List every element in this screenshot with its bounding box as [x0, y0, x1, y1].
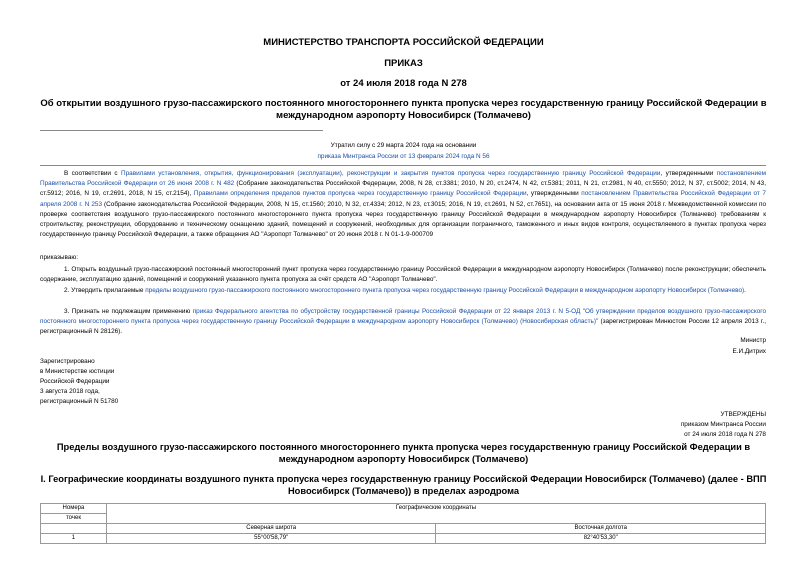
doc-type: ПРИКАЗ: [384, 58, 423, 69]
item-3-text: (зарегистрирован Минюстом России 12 апреля 2013 г., регистрационный N 28126).: [40, 318, 766, 336]
approval-line: от 24 июля 2018 года N 278: [684, 431, 766, 438]
item-2: [40, 286, 766, 296]
coordinates-table: [40, 503, 766, 544]
limits-title-line-2: международном аэропорту Новосибирск (Толмачево): [278, 454, 529, 464]
cell-longitude: 82°40'53,30": [436, 534, 766, 544]
preamble-text: , утвержденными: [660, 170, 717, 177]
table-row: [41, 534, 766, 544]
ministry-heading: МИНИСТЕРСТВО ТРАНСПОРТА РОССИЙСКОЙ ФЕДЕРАЦИИ: [263, 37, 544, 48]
cell-latitude: 55°00'58,79": [106, 534, 436, 544]
item-2-text: .: [744, 287, 746, 294]
approval-block: [681, 410, 766, 440]
table-header-row: [41, 504, 766, 514]
doc-title-line-2: международном аэропорту Новосибирск (Толмачево): [276, 110, 531, 121]
approval-line: УТВЕРЖДЕНЫ: [720, 411, 766, 418]
registration-line: регистрационный N 51780: [40, 398, 119, 405]
signature-position: Министр: [740, 337, 766, 344]
link-limits-attached[interactable]: пределы воздушного грузо-пассажирского постоянного многостороннего пункта пропуска через государственную границу Российской Федерации в международном аэропорту Новосибирск (Толмачево): [145, 287, 745, 294]
header-empty: [41, 524, 107, 534]
signature-name: Е.И.Дитрих: [732, 348, 766, 355]
item-3-text: 3. Признать не подлежащим применению: [64, 308, 193, 315]
cell-point-number: 1: [41, 534, 107, 544]
registration-line: 3 августа 2018 года,: [40, 388, 100, 395]
registration-line: Российской Федерации: [40, 378, 110, 385]
registration-block: [40, 357, 118, 407]
registration-line: в Министерстве юстиции: [40, 368, 115, 375]
status-line-1: Утратил силу с 29 марта 2024 года на основании: [330, 142, 477, 149]
section-title-line-1: I. Географические координаты воздушного пункта пропуска через государственную границу Российской Федерации Новосибирск (Толмачево) (далее - ВПП: [40, 474, 767, 484]
doc-date-number: от 24 июля 2018 года N 278: [340, 78, 467, 89]
section-title-line-2: Новосибирск (Толмачево)) в пределах аэродрома: [287, 486, 520, 496]
item-3: [40, 307, 766, 338]
preamble-text: (Собрание законодательства Российской Федерации, 2008, N 28, ст.3381; 2010, N 20, ст.2474, N 42, ст.5381; 2011, N 21, ст.2981, N 40, ст.5550; 2012, N 37, ст.5002; 2014, N 43, ст.5912; 2016, N 19, ст.2691, 2018, N 15, ст.2154),: [40, 180, 766, 198]
link-rules-establishment[interactable]: Правилами установления, открытия, функционирования (эксплуатации), реконструкции и закрытия пунктов пропуска через государственную границу Российской Федерации: [121, 170, 661, 177]
order-word: приказываю:: [40, 254, 78, 261]
header-number: Номера: [41, 504, 107, 514]
preamble-text: В соответствии с: [64, 170, 121, 177]
status-divider: [40, 165, 766, 166]
link-rules-limits[interactable]: Правилами определения пределов пунктов пропуска через государственную границу Российской Федерации: [193, 190, 527, 198]
preamble-paragraph: [40, 169, 766, 240]
table-subheader-row: [41, 524, 766, 534]
header-points: точек: [41, 514, 107, 524]
header-lon: Восточная долгота: [436, 524, 766, 534]
doc-title-line-1: Об открытии воздушного грузо-пассажирского постоянного многостороннего пункта пропуска через государственную границу Российской Федерации в: [40, 98, 767, 109]
preamble-text: , утвержденными: [526, 190, 582, 198]
limits-title-line-1: Пределы воздушного грузо-пассажирского постоянного многостороннего пункта пропуска через государственную границу Российской Федерации в: [56, 442, 751, 452]
item-1: 1. Открыть воздушный грузо-пассажирский постоянный многосторонний пункт пропуска через государственную границу Российской Федерации в международном аэропорту Новосибирск (Толмачево) после реконструкции; обеспечить содержание, эксплуатацию зданий, помещений и сооружений указанного пункта пропуска за счёт средств АО "Аэропорт Толмачево".: [40, 266, 766, 284]
link-resolution-253[interactable]: постановлением Правительства Российской Федерации от 7 апреля 2008 г. N 253: [40, 190, 766, 208]
link-order-5-od[interactable]: приказ Федерального агентства по обустройству государственной границы Российской Федерации от 22 января 2013 г. N 5-ОД "Об утверждении пределов воздушного грузо-пассажирского постоянного многостороннего пункта пропуска через государственную границу Российской Федерации в международном аэропорту Новосибирск (Толмачево) (Новосибирская область)": [40, 308, 767, 326]
header-geo: Географические координаты: [106, 504, 765, 524]
item-2-text: 2. Утвердить прилагаемые: [64, 287, 146, 294]
registration-line: Зарегистрировано: [40, 358, 95, 365]
title-divider: [40, 130, 323, 131]
link-resolution-482[interactable]: постановлением Правительства Российской Федерации от 26 июня 2008 г. N 482: [40, 170, 767, 188]
status-link[interactable]: приказа Минтранса России от 13 февраля 2024 года N 56: [317, 153, 490, 160]
preamble-text: (Собрание законодательства Российской Федерации, 2008, N 15, ст.1560; 2010, N 32, ст.4334; 2012, N 23, ст.3015; 2016, N 19, ст.2691, N 52, ст.7651), на основании акта от 15 июня 2018 г. Межведомственной комиссии по проверке соответствия воздушного грузо-пассажирского постоянного многостороннего пункта пропуска через государственную границу Российской Федерации в международном аэропорту Новосибирск (Толмачево) требованиям к строительству, реконструкции, оборудованию и техническому оснащению зданий, помещений и сооружений, необходимых для организации пограничного, таможенного и иных видов контроля, осуществляемого в пунктах пропуска через государственную границу Российской Федерации, а также обращения АО "Аэропорт Толмачево" от 20 июня 2018 г. N 01-1-9-000709: [40, 200, 766, 239]
header-lat: Северная широта: [106, 524, 436, 534]
approval-line: приказом Минтранса России: [680, 421, 766, 428]
